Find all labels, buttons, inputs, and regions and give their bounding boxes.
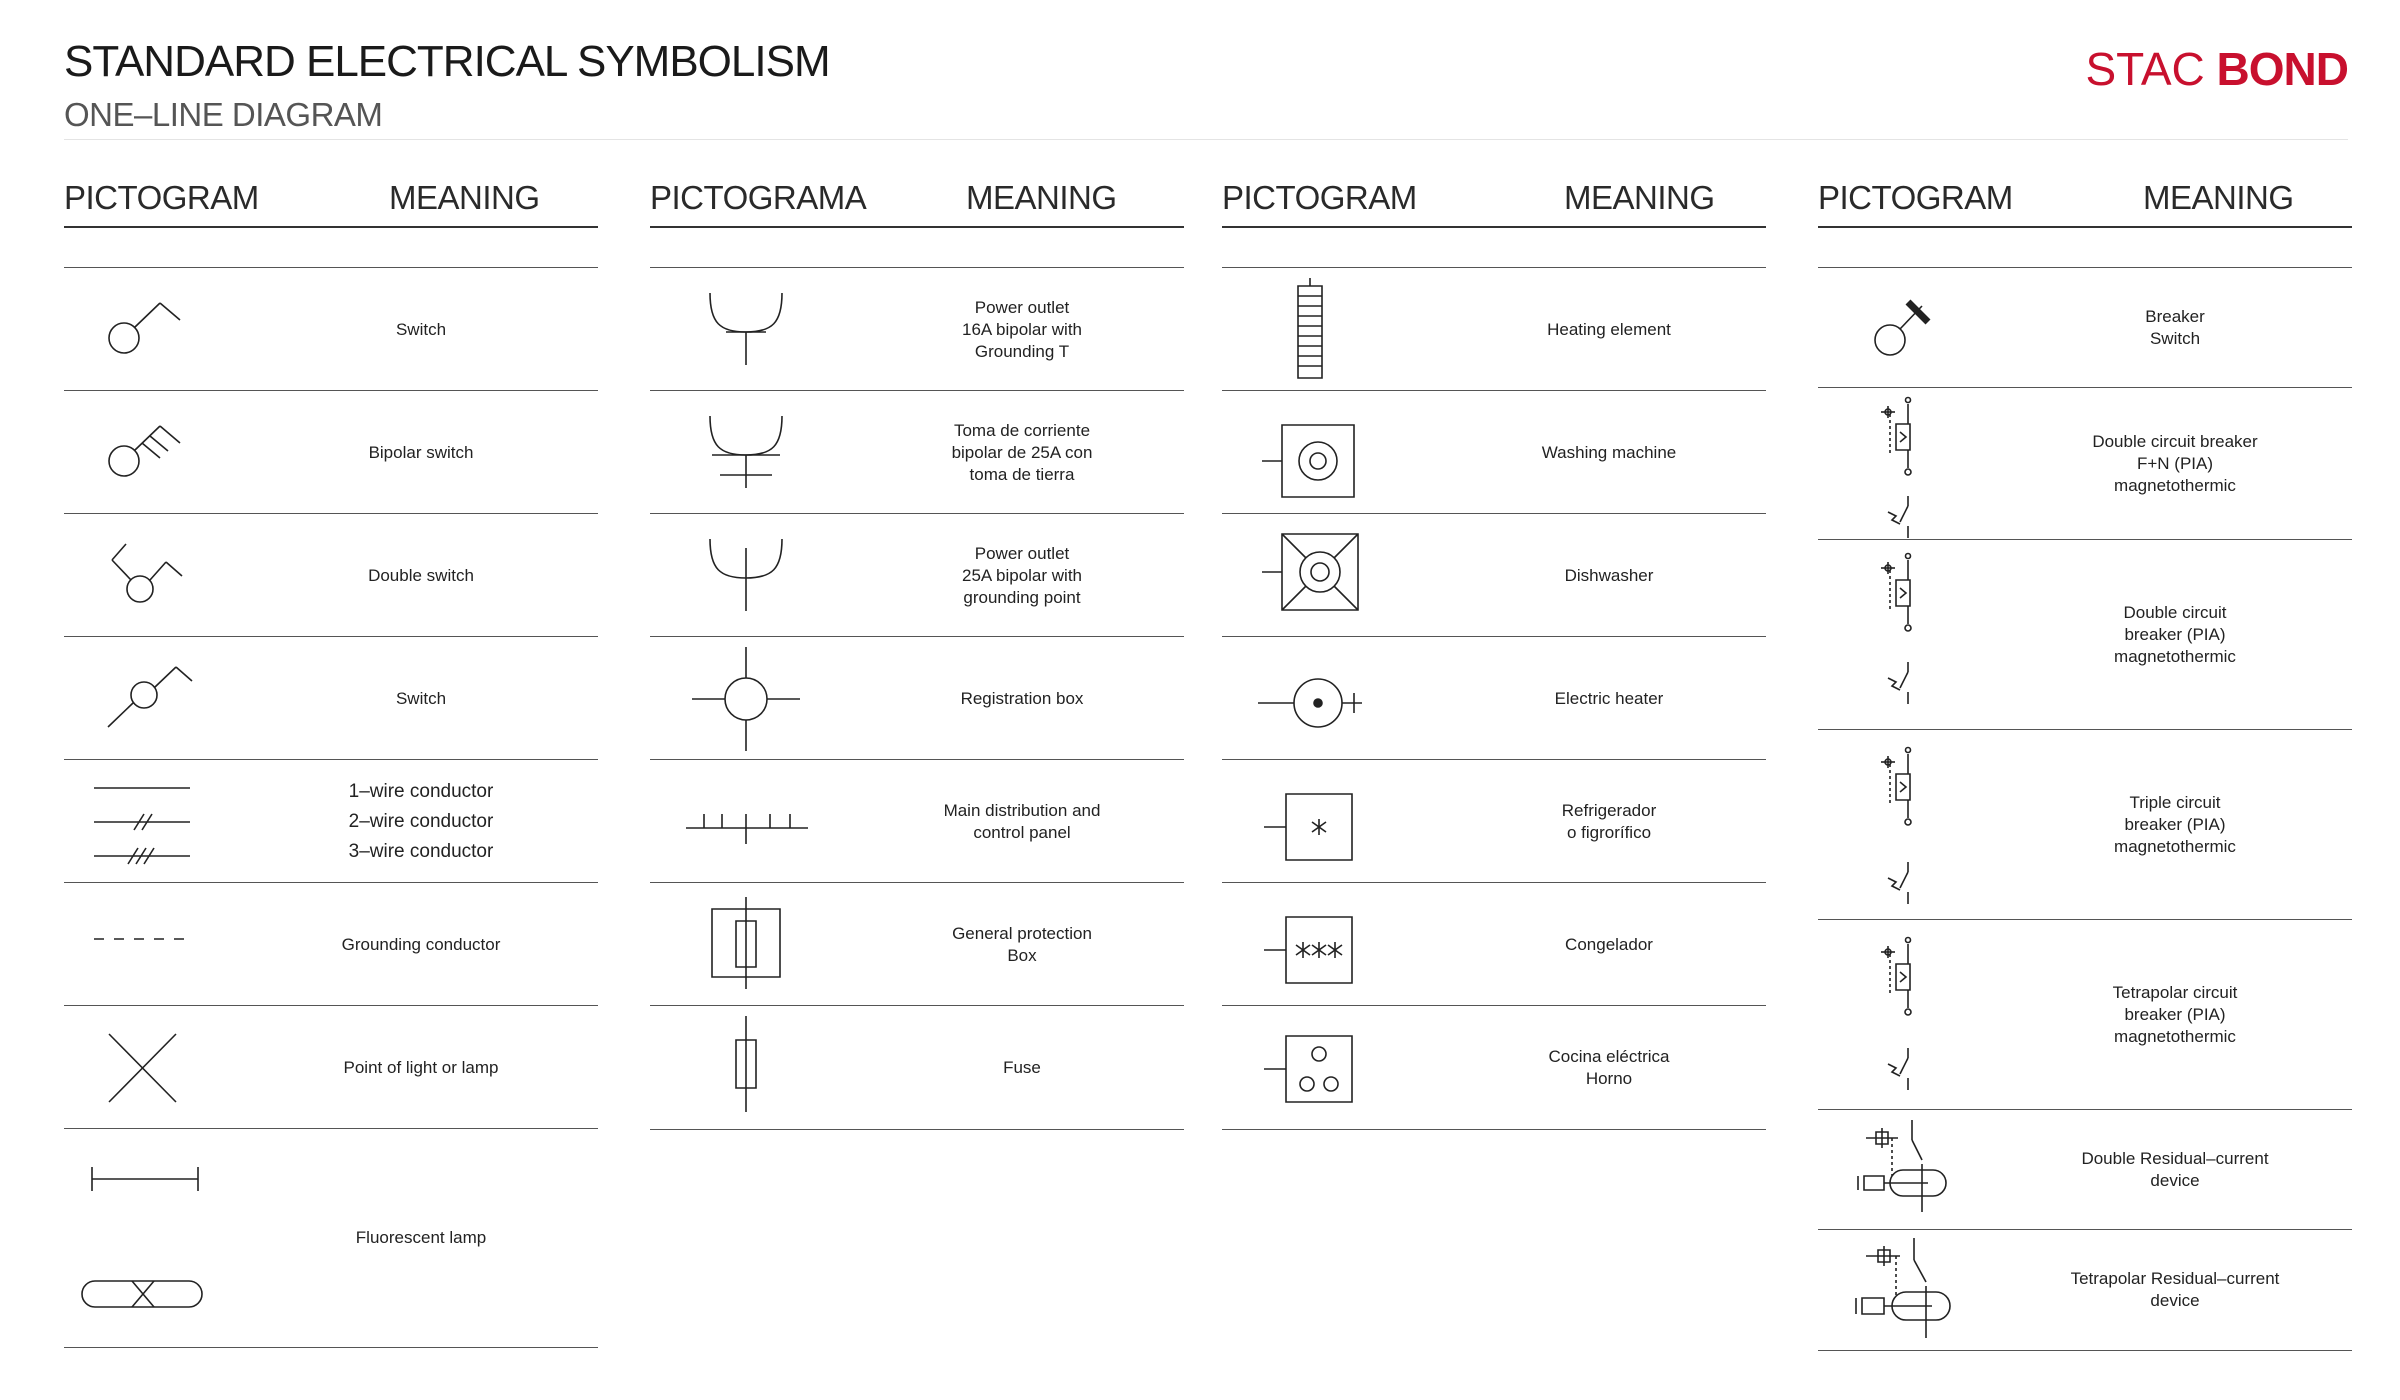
- toma-corriente-25a-icon: [650, 391, 860, 514]
- logo-text-bold: BOND: [2216, 43, 2348, 95]
- breaker-switch-icon: [1818, 268, 1998, 388]
- tetrapolar-circuit-breaker-icon: [1818, 920, 1998, 1110]
- symbol-row: [1818, 729, 2352, 920]
- switch-alt-icon: [64, 637, 244, 760]
- symbol-row: [650, 267, 1184, 391]
- symbol-row: [1818, 919, 2352, 1110]
- symbol-row: [1818, 387, 2352, 540]
- light-point-icon: [64, 1006, 244, 1129]
- symbol-row: [64, 636, 598, 760]
- grounding-conductor-icon: [64, 883, 244, 1006]
- symbol-row: [64, 513, 598, 637]
- dishwasher-icon: [1222, 514, 1452, 637]
- symbol-meaning: Main distribution and control panel: [943, 800, 1101, 842]
- freezer-icon: [1222, 883, 1452, 1006]
- symbol-meaning: Dishwasher: [1564, 565, 1654, 585]
- symbol-meaning: Toma de corriente bipolar de 25A con toma de tierra: [951, 420, 1093, 484]
- double-switch-icon: [64, 514, 244, 637]
- column-2: [650, 175, 1184, 1077]
- triple-circuit-breaker-icon: [1818, 730, 1998, 920]
- symbol-meaning: Fuse: [1003, 1057, 1041, 1077]
- symbol-meaning: Grounding conductor: [341, 934, 501, 954]
- symbol-row: [650, 636, 1184, 760]
- symbol-row: [1222, 882, 1766, 1006]
- meaning-header: MEANING: [1564, 179, 1715, 216]
- symbol-row: [1222, 267, 1766, 391]
- distribution-panel-icon: [650, 760, 860, 883]
- symbol-meaning: Power outlet 25A bipolar with grounding point: [961, 543, 1083, 607]
- fuse-icon: [650, 1006, 860, 1129]
- column-4: [1818, 175, 2352, 1310]
- symbol-meaning: Breaker Switch: [2145, 307, 2205, 348]
- meaning-header: MEANING: [389, 179, 540, 216]
- symbol-meaning: Heating element: [1547, 319, 1671, 339]
- meaning-header: MEANING: [2143, 179, 2294, 216]
- symbol-meaning: Washing machine: [1541, 442, 1677, 462]
- double-circuit-breaker-fn-icon: [1818, 388, 1998, 540]
- symbol-meaning: Tetrapolar Residual–current device: [2070, 1269, 2280, 1310]
- page-title: STANDARD ELECTRICAL SYMBOLISM: [64, 37, 830, 86]
- page-subtitle: ONE–LINE DIAGRAM: [64, 96, 383, 133]
- pictogram-header: PICTOGRAM: [1222, 179, 1417, 216]
- symbol-row: [1222, 636, 1766, 760]
- symbol-row: [64, 759, 598, 883]
- symbol-row: [1222, 390, 1766, 514]
- symbol-row: [650, 882, 1184, 1006]
- symbol-meaning: Switch: [395, 688, 447, 708]
- column-1: [64, 175, 598, 1247]
- symbol-meaning: Power outlet 16A bipolar with Grounding T: [961, 297, 1083, 361]
- logo-text-main: STAC: [2085, 43, 2205, 95]
- symbol-row: [1818, 267, 2352, 388]
- symbol-meaning: Switch: [395, 319, 447, 339]
- registration-box-icon: [650, 637, 860, 760]
- symbol-meaning: Cocina eléctrica Horno: [1548, 1046, 1670, 1088]
- bipolar-switch-icon: [64, 391, 244, 514]
- double-circuit-breaker-icon: [1818, 540, 1998, 730]
- symbol-meaning: Double Residual–current device: [2081, 1149, 2269, 1190]
- refrigerator-icon: [1222, 760, 1452, 883]
- symbol-row: [64, 267, 598, 391]
- column-3: [1222, 175, 1766, 1088]
- fluorescent-lamp-icon: [64, 1129, 244, 1347]
- symbol-row: [1222, 1005, 1766, 1130]
- symbol-meaning: Refrigerador o figrorífico: [1561, 800, 1657, 842]
- pictogram-header: PICTOGRAMA: [650, 179, 867, 216]
- symbol-meaning: Congelador: [1565, 934, 1653, 954]
- symbol-meaning: Fluorescent lamp: [355, 1228, 487, 1247]
- conductor-wires-icon: [64, 760, 244, 883]
- symbol-meaning: Registration box: [960, 688, 1084, 708]
- electric-heater-icon: [1222, 637, 1452, 760]
- symbol-meaning: Tetrapolar circuit breaker (PIA) magnetothermic: [2112, 983, 2238, 1046]
- column-header: [650, 175, 1184, 228]
- symbol-row: [64, 1005, 598, 1129]
- symbol-row: [1818, 1109, 2352, 1230]
- double-residual-current-icon: [1818, 1110, 1998, 1230]
- symbol-meaning: Double circuit breaker (PIA) magnetothermic: [2114, 603, 2236, 666]
- symbol-row: [64, 882, 598, 1006]
- tetrapolar-residual-current-icon: [1818, 1230, 1998, 1350]
- switch-icon: [64, 268, 244, 391]
- pictogram-header: PICTOGRAM: [1818, 179, 2013, 216]
- symbol-meaning: General protection Box: [952, 923, 1092, 965]
- symbol-meaning: Double circuit breaker F+N (PIA) magnetothermic: [2092, 432, 2258, 495]
- symbol-row: [64, 390, 598, 514]
- oven-icon: [1222, 1006, 1452, 1129]
- symbol-meaning: Triple circuit breaker (PIA) magnetothermic: [2114, 793, 2236, 856]
- washing-machine-icon: [1222, 391, 1452, 514]
- symbol-row: [650, 513, 1184, 637]
- column-header: [1222, 175, 1766, 228]
- power-outlet-16a-icon: [650, 268, 860, 391]
- symbol-meaning: Double switch: [368, 565, 474, 585]
- column-header: [1818, 175, 2352, 228]
- symbol-meaning: 1–wire conductor 2–wire conductor 3–wire conductor: [348, 780, 494, 862]
- symbol-meaning: Point of light or lamp: [343, 1057, 499, 1077]
- meaning-header: MEANING: [966, 179, 1117, 216]
- symbol-meaning: Bipolar switch: [368, 442, 474, 462]
- brand-logo: [2085, 43, 2348, 95]
- heating-element-icon: [1222, 268, 1452, 391]
- symbol-row: [650, 390, 1184, 514]
- protection-box-icon: [650, 883, 860, 1006]
- power-outlet-25a-icon: [650, 514, 860, 637]
- column-header: [64, 175, 598, 228]
- symbol-row: [1818, 1229, 2352, 1351]
- pictogram-header: PICTOGRAM: [64, 179, 259, 216]
- symbol-row: [64, 1128, 598, 1348]
- symbol-meaning: Electric heater: [1554, 688, 1664, 708]
- symbol-row: [1818, 539, 2352, 730]
- symbol-row: [650, 759, 1184, 883]
- symbol-row: [1222, 759, 1766, 883]
- header-divider: [64, 139, 2348, 140]
- symbol-row: [650, 1005, 1184, 1130]
- symbol-row: [1222, 513, 1766, 637]
